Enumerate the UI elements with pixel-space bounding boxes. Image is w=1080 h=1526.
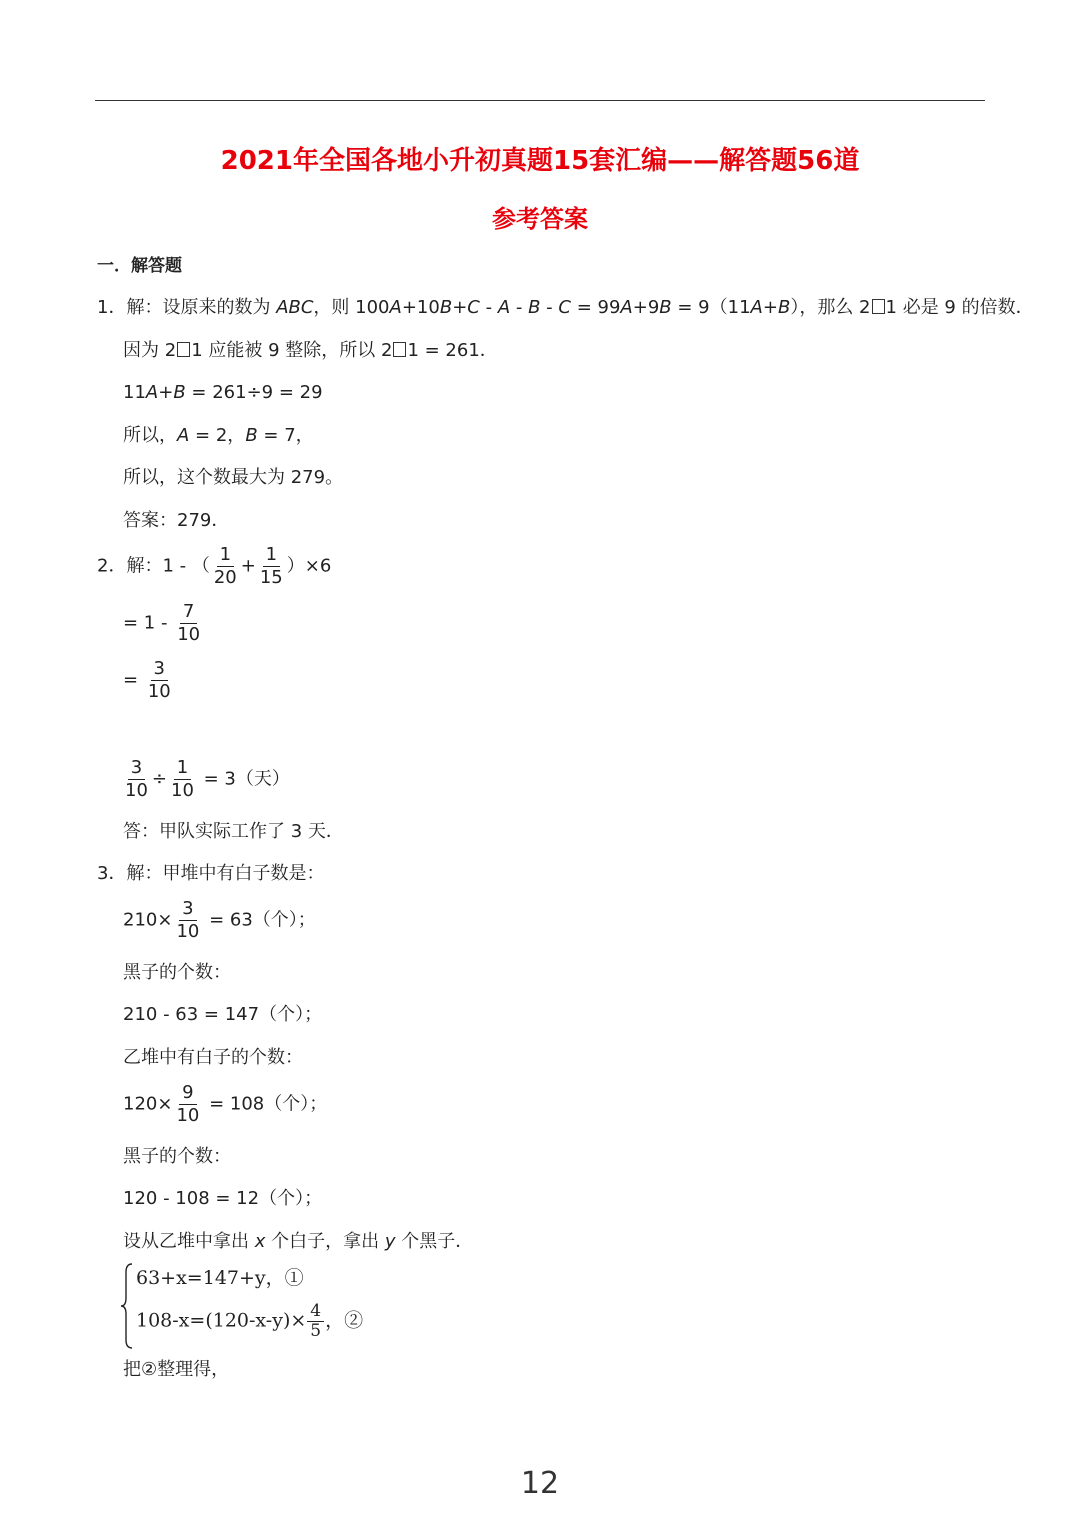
q3-line-10: 把②整理得， (123, 1359, 230, 1380)
equation-2: 108-x=(120-x-y)× $\frac{4}{5}$ ，② (136, 1301, 364, 1341)
section-heading: 一．解答题 (97, 256, 182, 276)
equation-1: 63+x=147+y，① (136, 1267, 304, 1289)
q3-line-2: 210× $\frac{3}{10}$ = 63（个）； (123, 898, 316, 942)
q1-answer: 答案：279． (123, 510, 230, 531)
q2-line-2: = 1 - $\frac{7}{10}$ (123, 601, 204, 646)
q2-answer: 答：甲队实际工作了 3 天． (123, 821, 344, 842)
q1-line-3: 11A+B = 261÷9 = 29 (123, 382, 323, 403)
blank-box-icon (872, 299, 885, 314)
q2-line-1: 2．解：1 - （ $\frac{1}{20}$ + $\frac{1}{15}$ ）×6 (97, 544, 332, 588)
fraction: $\frac{3}{10}$ (147, 658, 171, 702)
q1-line-1: 1．解：设原来的数为 ABC，则 100A+10B+C - A - B - C = 99A+9B = 9（11A+B），那么 2 1 必是 9 的倍数． (97, 297, 1034, 318)
q3-line-3: 黑子的个数： (123, 962, 231, 983)
header-rule (95, 100, 985, 101)
q3-line-4: 210 - 63 = 147（个）； (123, 1004, 323, 1025)
q2-line-4: $\frac{3}{10}$ ÷ $\frac{1}{10}$ = 3（天） (121, 757, 290, 802)
q3-line-8: 120 - 108 = 12（个）； (123, 1188, 323, 1209)
q2-line-3: = $\frac{3}{10}$ (123, 658, 175, 703)
q3-line-6: 120× $\frac{9}{10}$ = 108（个）； (123, 1082, 328, 1126)
fraction: $\frac{4}{5}$ (307, 1302, 324, 1341)
equation-system (120, 1262, 410, 1354)
q3-line-1: 3．解：甲堆中有白子数是： (97, 863, 325, 884)
fraction: $\frac{7}{10}$ (177, 601, 201, 645)
left-brace-icon (120, 1262, 134, 1350)
fraction: $\frac{9}{10}$ (176, 1082, 200, 1126)
fraction: $\frac{3}{10}$ (125, 757, 148, 801)
fraction: $\frac{1}{15}$ (259, 544, 283, 588)
blank-box-icon (393, 342, 406, 357)
fraction: $\frac{1}{10}$ (171, 757, 194, 801)
document-subtitle: 参考答案 (492, 205, 588, 233)
fraction: $\frac{3}{10}$ (176, 898, 200, 942)
page-number: 12 (520, 1466, 560, 1501)
q3-line-7: 黑子的个数： (123, 1146, 231, 1167)
blank-box-icon (177, 342, 190, 357)
q3-line-9: 设从乙堆中拿出 x 个白子，拿出 y 个黑子． (123, 1231, 474, 1252)
q1-line-4: 所以，A = 2，B = 7， (123, 425, 314, 446)
document-title: 2021年全国各地小升初真题15套汇编——解答题56道 (220, 146, 860, 176)
q3-line-5: 乙堆中有白子的个数： (123, 1047, 303, 1068)
q1-line-2: 因为 2 1 应能被 9 整除，所以 2 1 = 261． (123, 340, 498, 361)
fraction: $\frac{1}{20}$ (213, 544, 237, 588)
q1-line-5: 所以，这个数最大为 279。 (123, 467, 344, 488)
